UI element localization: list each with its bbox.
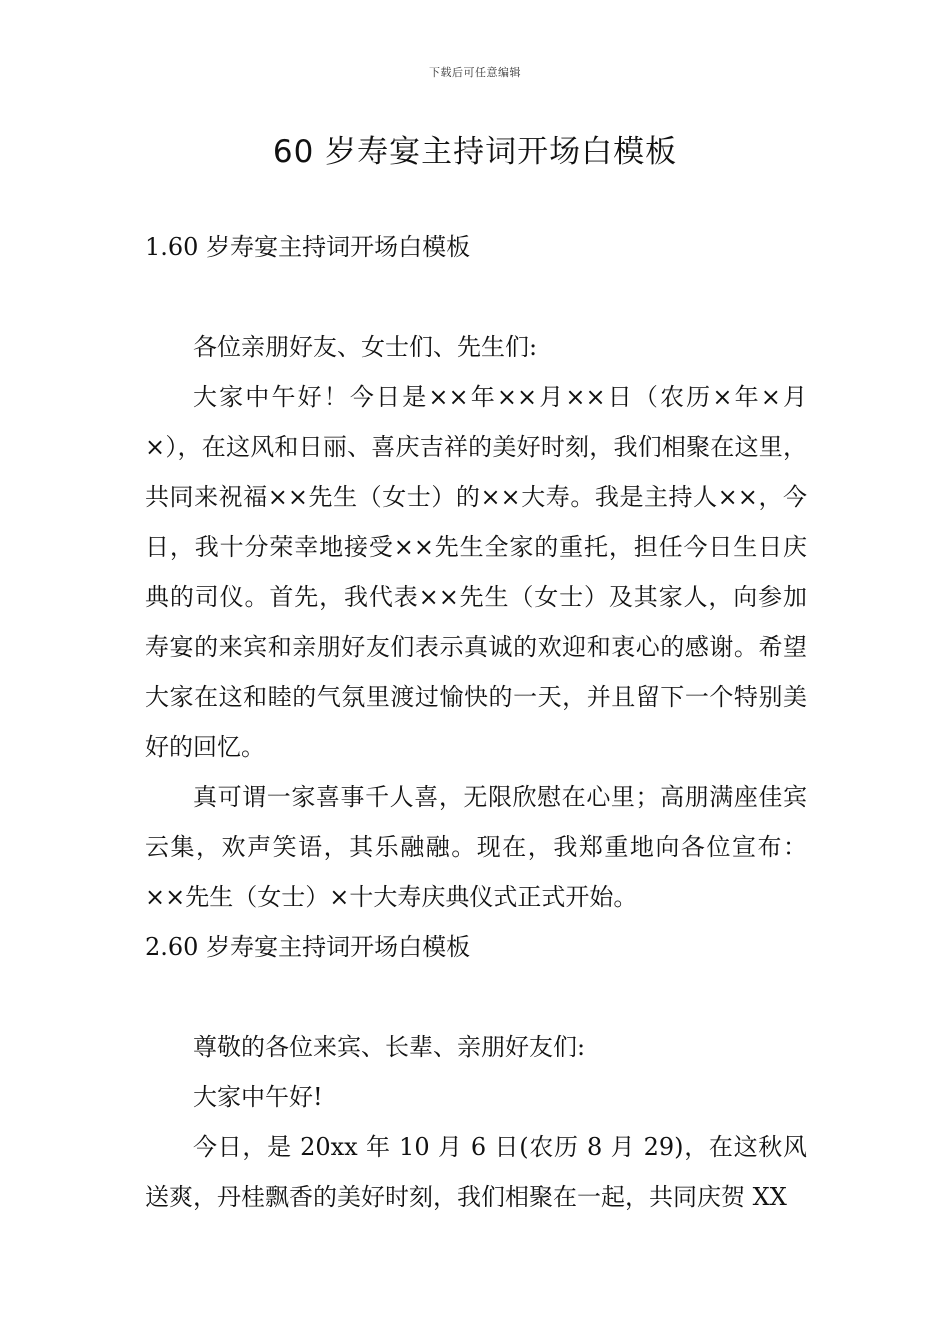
greeting-1: 各位亲朋好友、女士们、先生们: xyxy=(193,333,538,361)
section-heading-1: 1.60 岁寿宴主持词开场白模板 xyxy=(145,233,471,261)
spacer xyxy=(145,272,807,322)
section-heading-2: 2.60 岁寿宴主持词开场白模板 xyxy=(145,933,471,961)
document-title: 60 岁寿宴主持词开场白模板 xyxy=(272,134,678,170)
paragraph: 大家中午好！今日是××年××月××日（农历×年×月×），在这风和日丽、喜庆吉祥的美好时刻，我们相聚在这里，共同来祝福××先生（女士）的××大寿。我是主持人××，今日，我十分荣幸地接受××先生全家的重托，担任今日生日庆典的司仪。首先，我代表××先生（女士）及其家人，向参加寿宴的来宾和亲朋好友们表示真诚的欢迎和衷心的感谢。希望大家在这和睦的气氛里渡过愉快的一天，并且留下一个特别美好的回忆。 xyxy=(145,383,807,761)
document-body xyxy=(145,222,807,1222)
greeting-2: 尊敬的各位来宾、长辈、亲朋好友们: xyxy=(193,1033,586,1061)
header-note: 下载后可任意编辑 xyxy=(429,66,521,79)
paragraph: 真可谓一家喜事千人喜，无限欣慰在心里；高朋满座佳宾云集，欢声笑语，其乐融融。现在，我郑重地向各位宣布：××先生（女士）×十大寿庆典仪式正式开始。 xyxy=(145,783,807,911)
paragraph: 大家中午好! xyxy=(193,1083,323,1111)
paragraph: 今日，是 20xx 年 10 月 6 日(农历 8 月 29)，在这秋风送爽，丹桂飘香的美好时刻，我们相聚在一起，共同庆贺 XX xyxy=(145,1133,807,1211)
spacer xyxy=(145,972,807,1022)
